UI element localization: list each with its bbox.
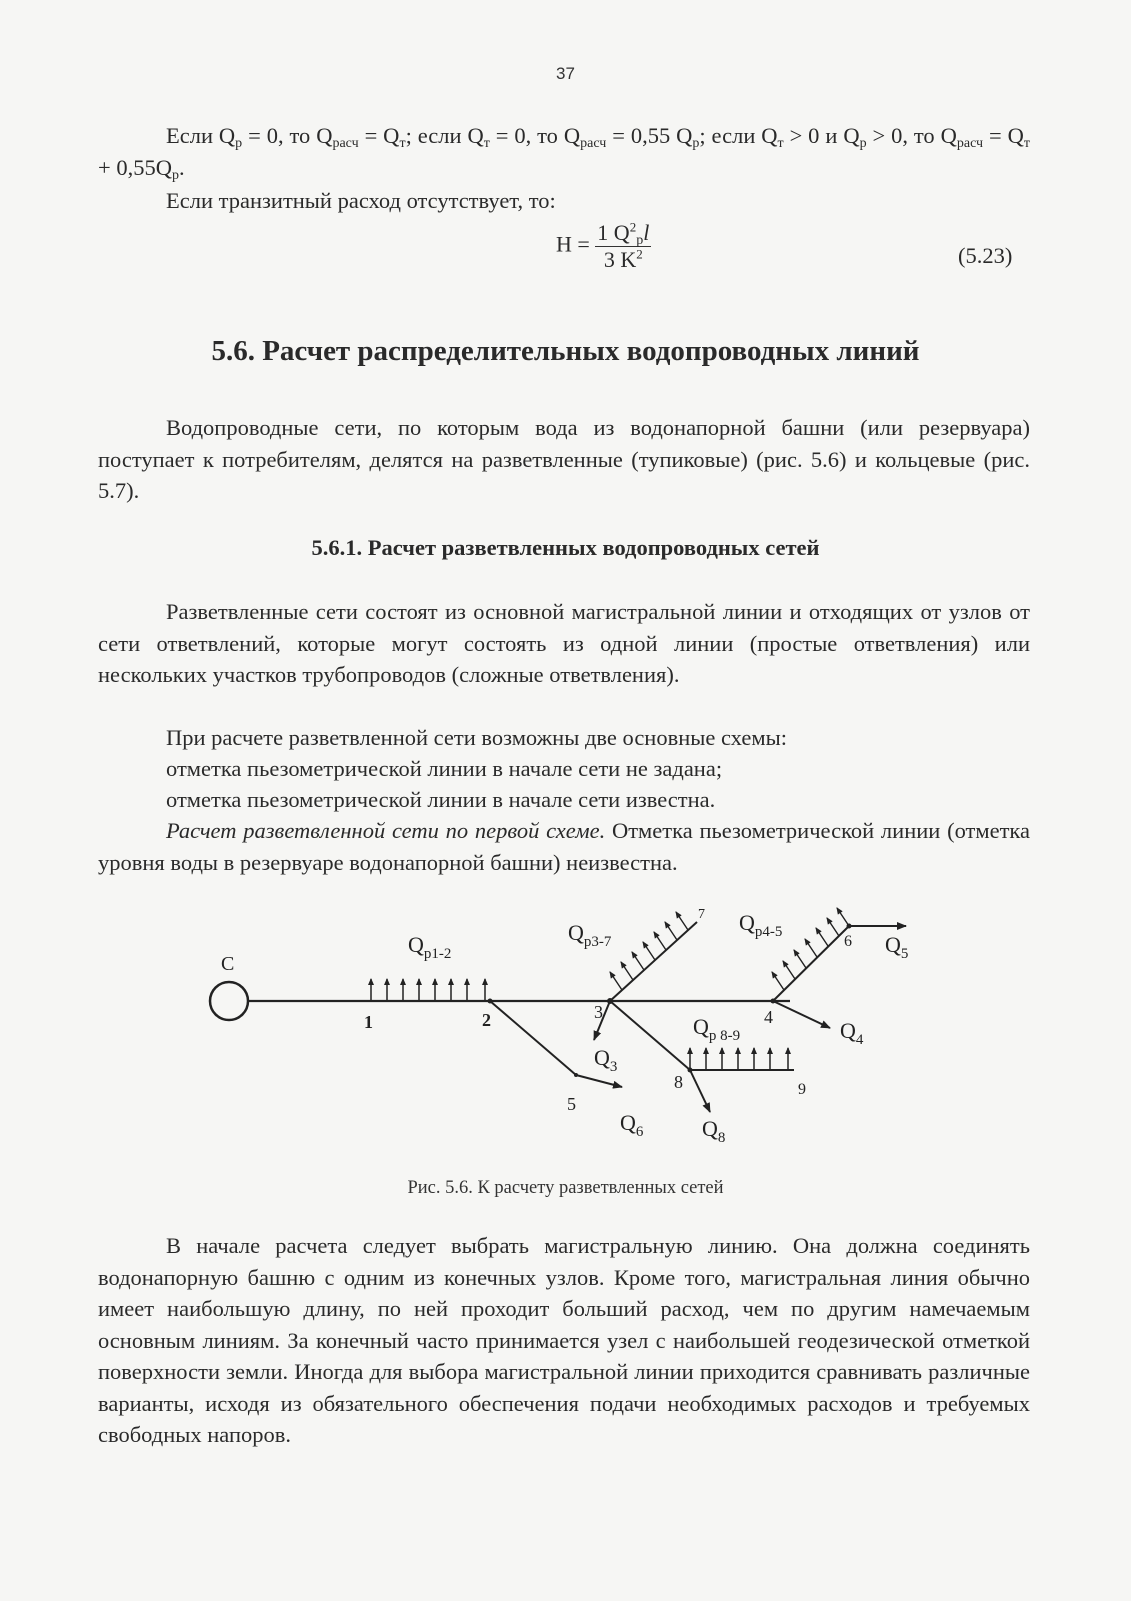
formula-denominator — [595, 247, 651, 273]
q5-label: $Q_5$ — [885, 932, 909, 962]
paragraph-branched-networks: Разветвленные сети состоят из основной магистральной линии и отходящих от узлов от сети ответвлений, которые могут состоять из одной линии (простые ответвления) или нескольких участков трубопроводов (сложные ответвления). — [98, 599, 1030, 687]
qp89-label: $Q_{р 8-9}$ — [693, 1014, 741, 1044]
node-9-label: 9 — [798, 1081, 806, 1098]
subsection-title: 5.6.1. Расчет разветвленных водопроводных сетей — [311, 535, 820, 560]
paragraph-flow-conditions — [98, 120, 1030, 183]
distributed-flow-4-5-arrows — [772, 908, 849, 990]
formula-numerator — [595, 220, 651, 247]
qp12-label: $Q_{р1-2}$ — [408, 932, 452, 962]
subscript: р — [692, 136, 700, 151]
text-run: = 0, то Q — [489, 123, 581, 148]
q8-arrow — [690, 1070, 710, 1112]
subscript: р — [235, 136, 243, 151]
formula-fraction — [595, 220, 651, 273]
distributed-flow-3-7-arrows — [610, 912, 688, 990]
node-8-label: 8 — [674, 1072, 683, 1092]
subscript: т — [777, 136, 784, 151]
subscript: расч — [956, 136, 984, 151]
node-1-label: 1 — [364, 1012, 373, 1032]
section-title: 5.6. Расчет распределительных водопроводных линий — [211, 335, 920, 367]
text-run: = Q — [983, 123, 1024, 148]
formula-5-23 — [556, 220, 651, 273]
subscript: р — [859, 136, 867, 151]
text-run: ; если Q — [405, 123, 484, 148]
formula-lhs: H = — [556, 231, 590, 257]
q3-label: $Q_3$ — [594, 1045, 618, 1075]
text-run: = 0,55 Q — [606, 123, 693, 148]
superscript: 2 — [636, 246, 643, 262]
text-run: Отметка пьезометрической линии (отметка уровня воды в резервуаре водонапорной башни) неизвестна. — [98, 818, 1031, 875]
text-run: 1 Q — [597, 220, 630, 245]
subscript: т — [399, 136, 406, 151]
q4-label: $Q_4$ — [840, 1018, 864, 1048]
branch-2-6 — [490, 1001, 576, 1075]
superscript: 2 — [629, 219, 637, 235]
subscript: расч — [332, 136, 359, 151]
node-6-label: 5 — [567, 1094, 576, 1114]
q4-arrow — [773, 1001, 830, 1028]
qp37-label: $Q_{р3-7}$ — [568, 920, 612, 950]
paragraph-first-scheme — [98, 815, 1030, 878]
water-tower-symbol — [210, 982, 248, 1020]
distributed-flow-1-2-arrows — [371, 979, 485, 1001]
paragraph-transit-absent: Если транзитный расход отсутствует, то: — [166, 188, 556, 213]
node-7-label: 7 — [698, 907, 705, 922]
subscript: р — [171, 167, 179, 183]
text-run: + 0,55Q — [98, 154, 172, 180]
paragraph-networks-intro: Водопроводные сети, по которым вода из водонапорной башни (или резервуара) поступает к потребителям, делятся на разветвленные (тупиковые) (рис. 5.6) и кольцевые (рис. 5.7). — [98, 415, 1030, 503]
subscript: р — [636, 233, 644, 248]
node-2-label: 2 — [482, 1010, 491, 1030]
paragraph-main-line-choice: В начале расчета следует выбрать магистральную линию. Она должна соединять водонапорную башню с одним из конечных узлов. Кроме того, магистральная линия обычно имеет наибольшую длину, по ней проходит больший расход, чем по другим намечаемым основным линиям. За конечный часто принимается узел с наибольшей геодезической отметкой поверхности земли. Иногда для выбора магистральной линии приходится сравнивать различные варианты, исходя из обязательного обеспечения подачи необходимых расходов и требуемых свободных напоров. — [98, 1233, 1030, 1447]
text-run: . — [178, 154, 185, 180]
page-number: 37 — [556, 64, 575, 83]
text-run: 3 K — [603, 247, 637, 272]
node-3-label: 3 — [594, 1002, 603, 1022]
tower-label: С — [221, 953, 235, 975]
text-run: > 0, то Q — [866, 123, 957, 148]
italic-lead: Расчет разветвленной сети по первой схеме. — [166, 818, 606, 843]
text-run: Q — [843, 123, 860, 148]
distributed-flow-8-9-arrows — [690, 1048, 788, 1070]
qp45-label: $Q_{р4-5}$ — [739, 910, 783, 940]
branch-3-8 — [610, 1001, 690, 1070]
text-run: = 0, то Q — [242, 123, 333, 148]
equation-number: (5.23) — [958, 243, 1013, 268]
subscript: расч — [580, 136, 607, 151]
subscript: т — [483, 136, 490, 151]
paragraph-two-schemes: При расчете разветвленной сети возможны две основные схемы: — [166, 725, 787, 750]
text-run: Если Q — [166, 123, 236, 148]
node-4-label: 4 — [764, 1007, 773, 1027]
text-run: = Q — [358, 123, 400, 148]
node-5-label: 6 — [844, 933, 852, 950]
subscript: т — [1023, 136, 1030, 151]
text-run: ; если Q — [699, 123, 778, 148]
branched-network-diagram — [190, 900, 950, 1170]
q6-arrow — [576, 1075, 622, 1087]
q8-label: $Q_8$ — [702, 1116, 726, 1146]
list-item-scheme-1: отметка пьезометрической линии в начале сети не задана; — [166, 756, 723, 781]
branch-3-7 — [610, 922, 697, 1001]
text-run: > 0 и — [783, 123, 838, 148]
text-run: l — [643, 220, 650, 245]
list-item-scheme-2: отметка пьезометрической линии в начале сети известна. — [166, 787, 716, 812]
q6-label: $Q_6$ — [620, 1110, 644, 1140]
figure-caption: Рис. 5.6. К расчету разветвленных сетей — [407, 1178, 724, 1198]
